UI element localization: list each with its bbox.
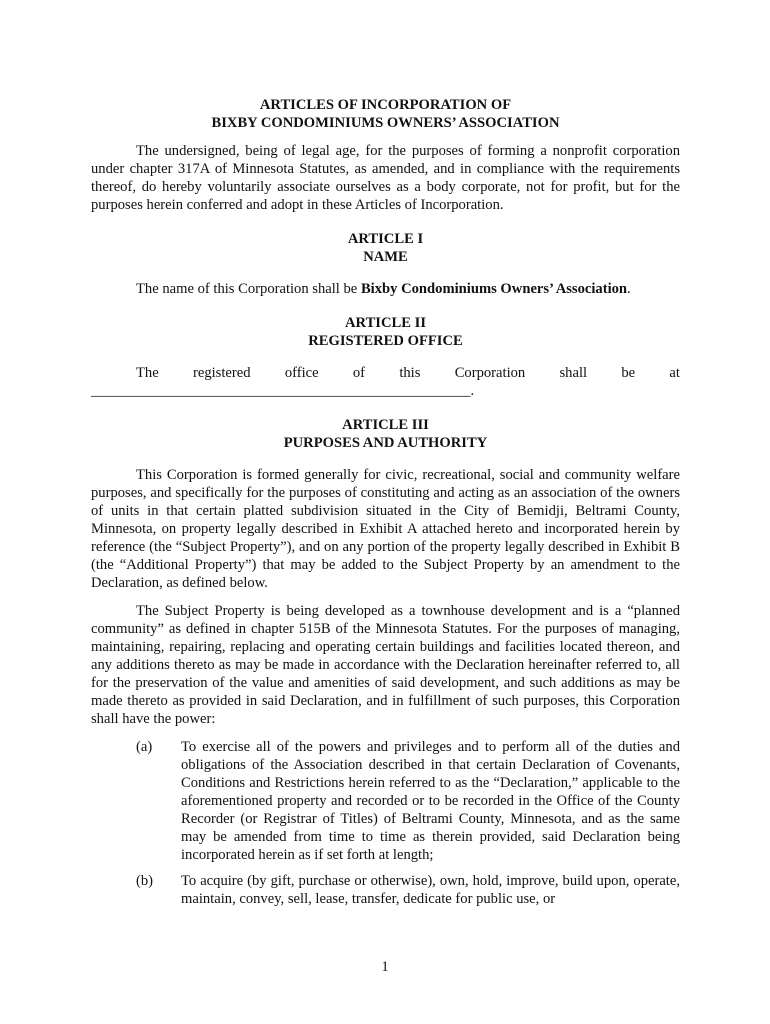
article-3-heading [91,416,680,452]
article-2-title: REGISTERED OFFICE [308,333,463,349]
article-3-title: PURPOSES AND AUTHORITY [283,435,488,451]
article-1-text-after: . [627,281,631,297]
registered-office-word: at [669,365,680,381]
list-item [91,872,680,908]
page-number: 1 [381,959,389,975]
registered-office-word: The [136,365,159,381]
list-item [91,738,680,864]
intro-paragraph: The undersigned, being of legal age, for the purposes of forming a nonprofit corporation under chapter 317A of Minnesota Statutes, as amended, and in compliance with the requirements thereof, do hereby voluntarily associate ourselves as a body corporate, not for profit, but for the purposes herein conferred and adopt in these Articles of Incorporation. [91,143,680,213]
article-1-number: ARTICLE I [347,231,424,247]
article-1-text-before: The name of this Corporation shall be [136,281,361,297]
title-line-2: BIXBY CONDOMINIUMS OWNERS’ ASSOCIATION [211,115,560,131]
registered-office-word: of [352,365,366,381]
article-1-paragraph [91,280,680,298]
registered-office-word: this [399,365,421,381]
registered-office-word: registered [192,365,251,381]
registered-office-word: Corporation [454,365,526,381]
list-item-label: (b) [136,873,154,889]
document-title [91,96,680,132]
registered-office-blank: ____________________________________________________. [91,383,475,399]
registered-office-word: be [621,365,636,381]
title-line-1: ARTICLES OF INCORPORATION OF [259,97,512,113]
registered-office-word: shall [559,365,588,381]
list-item-text: To acquire (by gift, purchase or otherwise), own, hold, improve, build upon, operate, maintain, convey, sell, lease, transfer, dedicate for public use, or [181,873,680,907]
article-3-paragraph-2: The Subject Property is being developed as a townhouse development and is a “planned community” as defined in chapter 515B of the Minnesota Statutes. For the purposes of managing, maintaining, repairing, replacing and operating certain buildings and facilities located thereon, and any additions thereto as may be made in accordance with the Declaration hereinafter referred to, all for the preservation of the value and amenities of said development, and such additions as may be made thereto as provided in said Declaration, and in fulfillment of such purposes, this Corporation shall have the power: [91,603,680,727]
registered-office-line [91,364,680,382]
article-2-number: ARTICLE II [345,315,426,331]
corporation-name: Bixby Condominiums Owners’ Association [360,281,628,297]
list-item-text: To exercise all of the powers and privileges and to perform all of the duties and obligations of the Association described in that certain Declaration of Covenants, Conditions and Restrictions herein referred to as the “Declaration,” applicable to the aforementioned property and recorded or to be recorded in the Office of the County Recorder (or Registrar of Titles) of Beltrami County, Minnesota, and as the same may be amended from time to time as therein provided, said Declaration being incorporated herein as if set forth at length; [181,739,680,863]
article-2-heading [91,314,680,350]
list-item-label: (a) [136,739,153,755]
article-1-heading [91,230,680,266]
article-3-number: ARTICLE III [342,417,429,433]
registered-office-word: office [284,365,319,381]
article-1-title: NAME [363,249,408,265]
document-page [91,96,680,916]
article-3-paragraph-1: This Corporation is formed generally for civic, recreational, social and community welfare purposes, and specifically for the purposes of constituting and acting as an association of the owners of units in that certain platted subdivision situated in the City of Bemidji, Beltrami County, Minnesota, on property legally described in Exhibit A attached hereto and incorporated herein by reference (the “Subject Property”), and on any portion of the property legally described in Exhibit B (the “Additional Property”) that may be added to the Subject Property by an amendment to the Declaration, as defined below. [91,467,680,591]
